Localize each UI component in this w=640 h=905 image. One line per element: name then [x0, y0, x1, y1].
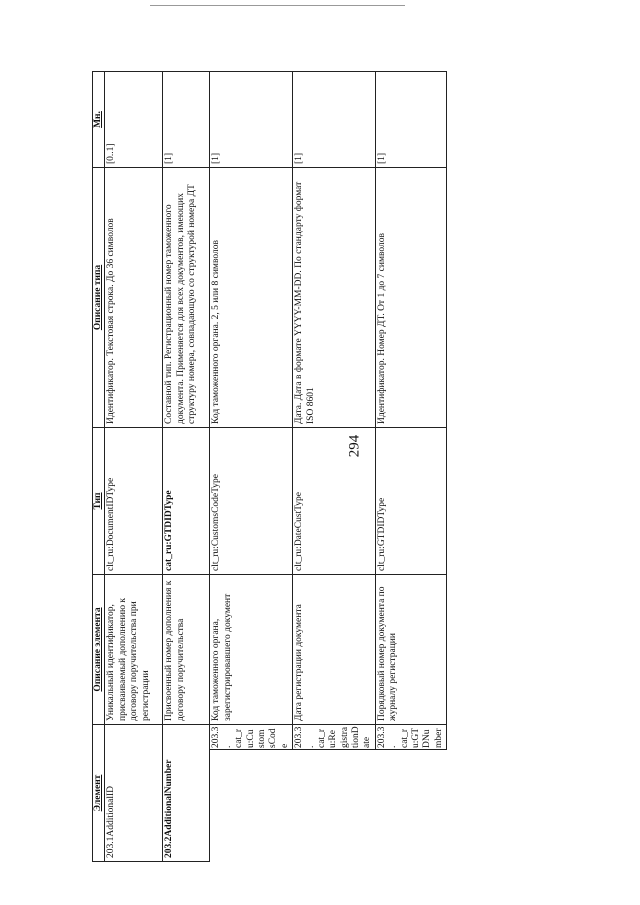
row-element-description: Присвоенный номер дополнения к договору поручительства	[163, 574, 210, 724]
row-type: cat_ru:GTDIDType	[163, 427, 210, 574]
row-element-description: Порядковый номер документа по журналу регистрации	[375, 574, 446, 724]
top-rule	[150, 5, 405, 6]
table-row	[163, 71, 210, 861]
row-element-description: Дата регистрации документа	[293, 574, 376, 724]
row-type-description: Составной тип. Регистрационный номер таможенного документа. Применяется для всех документов, имеющих структуру номера, совпадающую со структурой номера ДТ	[163, 167, 210, 427]
table-header-row	[93, 71, 105, 861]
row-type-description: Дата. Дата в формате YYYY-MM-DD. По стандарту формат ISO 8601	[293, 167, 376, 427]
row-type: clt_ru:GTDIDType	[375, 427, 446, 574]
row-type: clt_ru:CustomsCodeType	[210, 427, 293, 574]
row-type: clt_ru:DocumentIDType	[105, 427, 163, 574]
row-element: 203.2AdditionalNumber	[163, 724, 210, 861]
row-multiplicity: [1]	[293, 71, 376, 167]
row-indent	[293, 750, 376, 862]
row-multiplicity: [1]	[210, 71, 293, 167]
row-type: clt_ru:DateCustType	[293, 427, 376, 574]
elements-table	[92, 71, 447, 862]
row-multiplicity: [1]	[375, 71, 446, 167]
row-multiplicity: [0..1]	[105, 71, 163, 167]
header-element-description: Описание элемента	[93, 574, 105, 724]
row-number: 203.3. cat_ru:GTDNumber	[375, 724, 446, 749]
header-element: Элемент	[93, 724, 105, 861]
row-number: 203.3. cat_ru:RegistrationDate	[293, 724, 376, 749]
row-indent	[210, 750, 293, 862]
table-row	[293, 71, 376, 861]
row-type-description: Код таможенного органа. 2, 5 или 8 символов	[210, 167, 293, 427]
header-type-description: Описание типа	[93, 167, 105, 427]
row-element-description: Код таможенного органа, зарегистрировавшего документ	[210, 574, 293, 724]
row-indent	[375, 750, 446, 862]
row-element: 203.1AdditionalID	[105, 724, 163, 861]
row-type-description: Идентификатор. Номер ДТ. От 1 до 7 символов	[375, 167, 446, 427]
page-number: 294	[346, 434, 363, 458]
table-row	[210, 71, 293, 861]
row-multiplicity: [1]	[163, 71, 210, 167]
header-multiplicity: Мн.	[93, 71, 105, 167]
table-row	[105, 71, 163, 861]
header-type: Тип	[93, 427, 105, 574]
row-number: 203.3. cat_ru:CustomsCode	[210, 724, 293, 749]
row-element-description: Уникальный идентификатор, присваиваемый дополнению к договору поручительства при регистрации	[105, 574, 163, 724]
row-type-description: Идентификатор. Текстовая строка. До 36 символов	[105, 167, 163, 427]
table-row	[375, 71, 446, 861]
